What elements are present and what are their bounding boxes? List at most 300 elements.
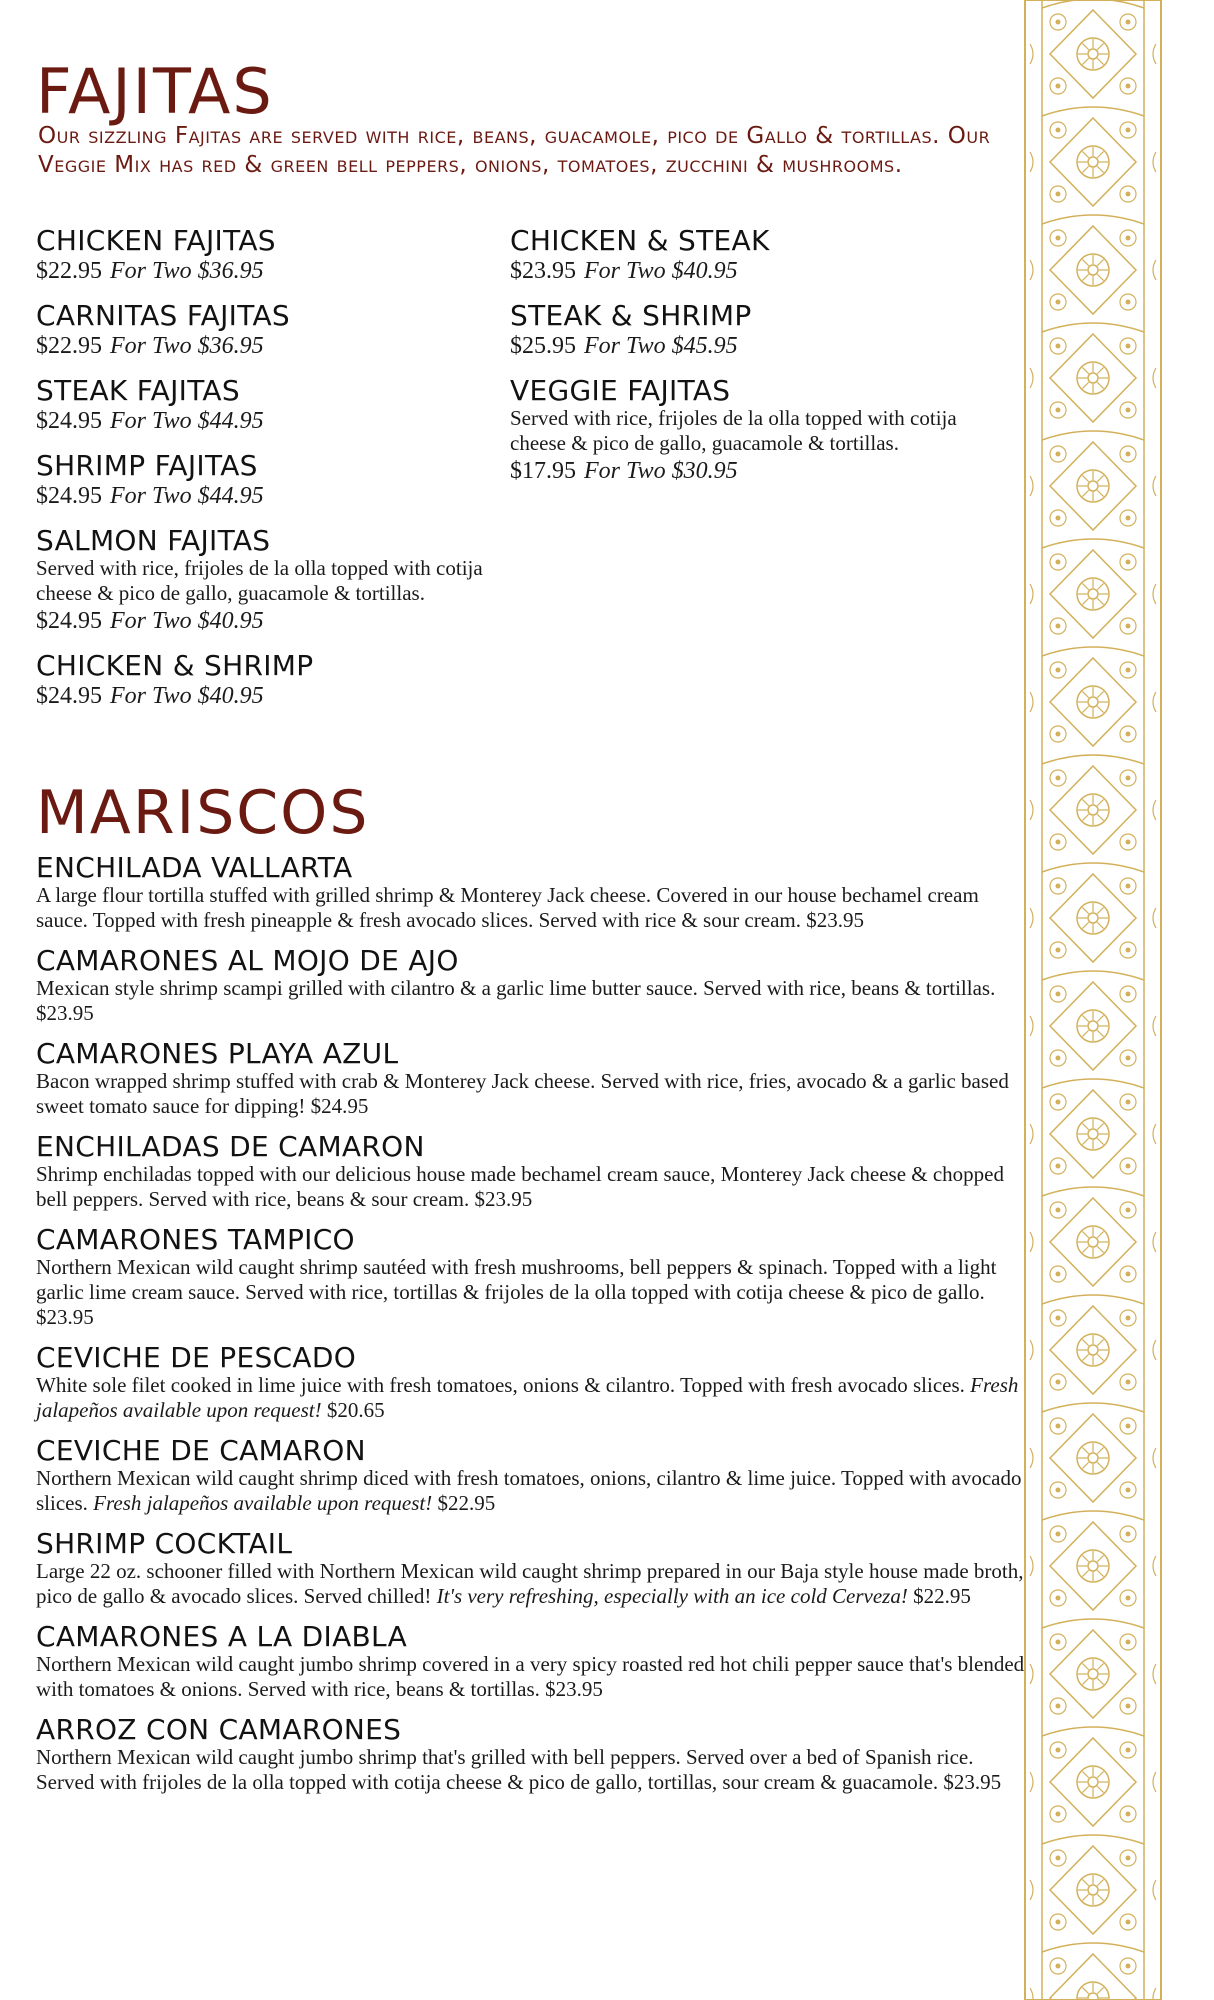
item-name: SALMON FAJITAS	[36, 524, 271, 557]
border-ornament	[1097, 274, 1103, 280]
border-ornament	[1082, 799, 1088, 805]
border-ornament	[1056, 1424, 1061, 1429]
border-ornament	[1056, 1056, 1061, 1061]
border-ornament	[1082, 43, 1088, 49]
border-ornament	[1088, 913, 1098, 923]
for-two-price: For Two $44.95	[110, 408, 264, 434]
item-name: CAMARONES A LA DIABLA	[36, 1620, 408, 1653]
mariscos-item	[36, 1622, 1026, 1702]
border-ornament	[1126, 992, 1131, 997]
item-price: $23.95	[36, 1001, 94, 1025]
border-ornament	[1056, 668, 1061, 673]
border-ornament	[1097, 907, 1103, 913]
border-ornament	[1153, 1340, 1156, 1360]
border-ornament	[1030, 1664, 1033, 1684]
border-ornament	[1056, 732, 1061, 737]
border-ornament	[1050, 766, 1136, 854]
mariscos-item	[36, 853, 1026, 933]
border-ornament	[1126, 1640, 1131, 1645]
border-ornament	[1126, 1964, 1131, 1969]
border-ornament	[1082, 58, 1088, 64]
fajita-item	[36, 376, 496, 436]
border-ornament	[1097, 706, 1103, 712]
italic-note: Fresh jalapeños available upon request!	[93, 1491, 433, 1515]
mariscos-item	[36, 1132, 1026, 1212]
border-ornament	[1082, 907, 1088, 913]
border-ornament	[1153, 1664, 1156, 1684]
price-line	[36, 406, 496, 436]
border-ornament	[1030, 908, 1033, 928]
mariscos-item	[36, 1343, 1026, 1423]
border-ornament	[1042, 539, 1144, 548]
border-ornament	[1126, 1208, 1131, 1213]
border-ornament	[1097, 1447, 1103, 1453]
border-ornament	[1030, 1124, 1033, 1144]
border-ornament	[1153, 1556, 1156, 1576]
border-ornament	[1126, 1272, 1131, 1277]
border-ornament	[1097, 814, 1103, 820]
fajitas-intro: Our sizzling Fajitas are served with rice, beans, guacamole, pico de Gallo & tortillas. Our Veggie Mix has red & green bell peppers, onions, tomatoes, zucchini & mushrooms.	[38, 123, 991, 178]
border-ornament	[1088, 49, 1098, 59]
border-ornament	[1030, 44, 1033, 64]
border-ornament	[1056, 624, 1061, 629]
border-ornament	[1153, 1988, 1156, 2000]
border-ornament	[1056, 884, 1061, 889]
border-ornament	[1126, 1316, 1131, 1321]
item-name: ENCHILADA VALLARTA	[36, 851, 353, 884]
fajitas-right-column	[510, 226, 970, 501]
item-price: $24.95	[36, 608, 102, 634]
border-ornament	[1082, 1123, 1088, 1129]
border-ornament	[1056, 1920, 1061, 1925]
border-ornament	[1042, 1619, 1144, 1628]
border-ornament	[1153, 152, 1156, 172]
border-ornament	[1153, 1232, 1156, 1252]
border-ornament	[1082, 1570, 1088, 1576]
border-ornament	[1097, 1786, 1103, 1792]
border-ornament	[1030, 1772, 1033, 1792]
border-ornament	[1050, 1630, 1136, 1718]
item-description	[36, 1745, 1026, 1795]
border-ornament	[1056, 1856, 1061, 1861]
for-two-price: For Two $40.95	[110, 608, 264, 634]
border-ornament	[1050, 1522, 1136, 1610]
border-ornament	[1097, 166, 1103, 172]
mariscos-item	[36, 1436, 1026, 1516]
border-ornament	[1082, 1246, 1088, 1252]
border-ornament	[1056, 1812, 1061, 1817]
border-ornament	[1126, 884, 1131, 889]
border-ornament	[1097, 691, 1103, 697]
border-ornament	[1126, 1596, 1131, 1601]
description-text: Northern Mexican wild caught jumbo shrimp that's grilled with bell peppers. Served over a bed of Spanish rice. Served with frijoles de la olla topped with cotija cheese & pico de gallo, tortillas, sour cream & guacamole.	[36, 1745, 974, 1794]
border-ornament	[1126, 1100, 1131, 1105]
border-ornament	[1056, 560, 1061, 565]
border-ornament	[1056, 452, 1061, 457]
border-ornament	[1030, 1880, 1033, 1900]
border-ornament	[1126, 776, 1131, 781]
border-ornament	[1056, 344, 1061, 349]
border-ornament	[1030, 692, 1033, 712]
item-price: $23.95	[943, 1770, 1002, 1794]
border-ornament	[1056, 1164, 1061, 1169]
border-ornament	[1082, 1879, 1088, 1885]
border-ornament	[1088, 697, 1098, 707]
border-ornament	[1030, 152, 1033, 172]
border-ornament	[1030, 1016, 1033, 1036]
border-ornament	[1050, 442, 1136, 530]
border-ornament	[1056, 1532, 1061, 1537]
border-ornament	[1082, 583, 1088, 589]
item-price: $22.95	[913, 1584, 971, 1608]
fajita-item	[510, 376, 970, 486]
border-ornament	[1030, 584, 1033, 604]
border-ornament	[1097, 1030, 1103, 1036]
fajita-item	[510, 301, 970, 361]
border-ornament	[1082, 1447, 1088, 1453]
border-ornament	[1056, 20, 1061, 25]
item-name: CEVICHE DE CAMARON	[36, 1434, 366, 1467]
border-ornament	[1126, 1488, 1131, 1493]
border-ornament	[1042, 1835, 1144, 1844]
border-ornament	[1050, 1738, 1136, 1826]
border-ornament	[1082, 166, 1088, 172]
border-ornament	[1056, 1596, 1061, 1601]
for-two-price: For Two $36.95	[110, 333, 264, 359]
italic-note: It's very refreshing, especially with an ice cold Cerveza!	[436, 1584, 908, 1608]
border-ornament	[1097, 490, 1103, 496]
border-ornament	[1082, 1786, 1088, 1792]
border-ornament	[1126, 452, 1131, 457]
item-price: $20.65	[326, 1398, 385, 1422]
border-ornament	[1030, 1232, 1033, 1252]
item-price: $24.95	[36, 683, 102, 709]
border-ornament	[1056, 1380, 1061, 1385]
border-ornament	[1082, 691, 1088, 697]
border-ornament	[1088, 1885, 1098, 1895]
border-ornament	[1042, 107, 1144, 116]
border-ornament	[1088, 373, 1098, 383]
border-ornament	[1097, 43, 1103, 49]
border-ornament	[1056, 1272, 1061, 1277]
border-ornament	[1082, 1771, 1088, 1777]
description-text: A large flour tortilla stuffed with grilled shrimp & Monterey Jack cheese. Covered in our house bechamel cream sauce. Topped with fresh pineapple & fresh avocado slices. Served with rice & sour cream.	[36, 883, 979, 932]
for-two-price: For Two $30.95	[584, 458, 738, 484]
item-name: VEGGIE FAJITAS	[510, 374, 731, 407]
item-price: $23.95	[806, 908, 864, 932]
border-ornament	[1088, 589, 1098, 599]
border-ornament	[1082, 1354, 1088, 1360]
border-ornament	[1097, 259, 1103, 265]
item-description	[36, 1652, 1026, 1702]
border-ornament	[1082, 1678, 1088, 1684]
price-line	[510, 456, 970, 486]
item-name: CAMARONES PLAYA AZUL	[36, 1037, 399, 1070]
item-description	[36, 1069, 1026, 1119]
border-ornament	[1056, 840, 1061, 845]
border-ornament	[1153, 692, 1156, 712]
border-ornament	[1153, 1880, 1156, 1900]
item-name: CARNITAS FAJITAS	[36, 299, 290, 332]
border-ornament	[1050, 1090, 1136, 1178]
item-description	[36, 1559, 1026, 1609]
item-name: CHICKEN & STEAK	[510, 224, 770, 257]
border-ornament	[1050, 1414, 1136, 1502]
border-ornament	[1042, 755, 1144, 764]
item-name: STEAK & SHRIMP	[510, 299, 752, 332]
border-ornament	[1088, 1021, 1098, 1031]
item-price: $23.95	[510, 258, 576, 284]
border-ornament	[1097, 475, 1103, 481]
border-ornament	[1030, 368, 1033, 388]
border-ornament	[1097, 1231, 1103, 1237]
border-ornament	[1082, 1894, 1088, 1900]
italic-note: Fresh jalapeños available upon request!	[36, 1373, 1019, 1422]
price-line	[36, 256, 496, 286]
border-ornament	[1082, 1015, 1088, 1021]
item-description	[36, 1162, 1026, 1212]
border-ornament	[1097, 151, 1103, 157]
border-ornament	[1126, 516, 1131, 521]
price-line	[36, 681, 496, 711]
item-price: $22.95	[36, 333, 102, 359]
border-ornament	[1088, 157, 1098, 167]
border-ornament	[1088, 1345, 1098, 1355]
border-ornament	[1056, 1748, 1061, 1753]
border-ornament	[1042, 215, 1144, 224]
border-ornament	[1126, 668, 1131, 673]
item-description	[36, 976, 1026, 1026]
item-price: $23.95	[36, 1305, 94, 1329]
item-name: SHRIMP FAJITAS	[36, 449, 258, 482]
item-name: CEVICHE DE PESCADO	[36, 1341, 357, 1374]
border-ornament	[1050, 982, 1136, 1070]
border-ornament	[1097, 598, 1103, 604]
border-ornament	[1042, 323, 1144, 332]
border-ornament	[1097, 799, 1103, 805]
border-ornament	[1126, 20, 1131, 25]
border-ornament	[1097, 583, 1103, 589]
border-ornament	[1042, 1403, 1144, 1412]
item-name: STEAK FAJITAS	[36, 374, 240, 407]
border-ornament	[1126, 1380, 1131, 1385]
mariscos-list	[36, 853, 1026, 1808]
border-ornament	[1097, 1663, 1103, 1669]
border-ornament	[1042, 1511, 1144, 1520]
border-ornament	[1097, 1987, 1103, 1993]
border-ornament	[1097, 1555, 1103, 1561]
border-ornament	[1126, 300, 1131, 305]
fajita-item	[36, 526, 496, 636]
border-ornament	[1056, 236, 1061, 241]
item-price: $24.95	[36, 408, 102, 434]
description-text: Northern Mexican wild caught shrimp diced with fresh tomatoes, onions, cilantro & lime juice. Topped with avocado slices.	[36, 1466, 1022, 1515]
border-ornament	[1153, 260, 1156, 280]
fajita-item	[36, 451, 496, 511]
border-ornament	[1056, 776, 1061, 781]
border-ornament	[1082, 598, 1088, 604]
border-ornament	[1097, 1339, 1103, 1345]
item-price: $24.95	[36, 483, 102, 509]
border-ornament	[1030, 800, 1033, 820]
border-ornament	[1153, 908, 1156, 928]
mariscos-item	[36, 1529, 1026, 1609]
border-ornament	[1030, 1448, 1033, 1468]
fajita-item	[510, 226, 970, 286]
border-ornament	[1050, 874, 1136, 962]
border-ornament	[1097, 1015, 1103, 1021]
border-ornament	[1153, 44, 1156, 64]
border-ornament	[1097, 58, 1103, 64]
mariscos-item	[36, 1225, 1026, 1330]
description-text: Northern Mexican wild caught jumbo shrimp covered in a very spicy roasted red hot chili pepper sauce that's blended with tomatoes & onions. Served with rice, beans & tortillas.	[36, 1652, 1025, 1701]
item-price: $17.95	[510, 458, 576, 484]
border-ornament	[1056, 1488, 1061, 1493]
ornate-gold-border-icon	[1024, 0, 1162, 2000]
border-ornament	[1050, 1306, 1136, 1394]
border-ornament	[1050, 10, 1136, 98]
price-line	[510, 331, 970, 361]
border-ornament	[1088, 1237, 1098, 1247]
border-ornament	[1056, 408, 1061, 413]
fajita-item	[36, 301, 496, 361]
border-ornament	[1030, 260, 1033, 280]
price-line	[36, 481, 496, 511]
border-ornament	[1030, 1340, 1033, 1360]
border-ornament	[1042, 1187, 1144, 1196]
border-ornament	[1082, 1339, 1088, 1345]
border-ornament	[1126, 344, 1131, 349]
border-ornament	[1088, 805, 1098, 815]
border-ornament	[1082, 274, 1088, 280]
border-ornament	[1042, 863, 1144, 872]
item-name: CAMARONES TAMPICO	[36, 1223, 355, 1256]
border-ornament	[1030, 476, 1033, 496]
border-ornament	[1056, 992, 1061, 997]
border-ornament	[1126, 236, 1131, 241]
border-ornament	[1097, 1678, 1103, 1684]
border-ornament	[1126, 1856, 1131, 1861]
item-price: $25.95	[510, 333, 576, 359]
border-ornament	[1056, 1964, 1061, 1969]
border-ornament	[1030, 1988, 1033, 2000]
fajita-item	[36, 226, 496, 286]
border-ornament	[1153, 1124, 1156, 1144]
description-text: Shrimp enchiladas topped with our delicious house made bechamel cream sauce, Monterey Jack cheese & chopped bell peppers. Served with rice, beans & sour cream.	[36, 1162, 1004, 1211]
mariscos-item	[36, 1715, 1026, 1795]
border-ornament	[1126, 948, 1131, 953]
border-ornament	[1126, 84, 1131, 89]
border-ornament	[1082, 475, 1088, 481]
border-ornament	[1050, 550, 1136, 638]
border-ornament	[1153, 1772, 1156, 1792]
item-name: CHICKEN & SHRIMP	[36, 649, 314, 682]
border-ornament	[1126, 1164, 1131, 1169]
price-line	[36, 331, 496, 361]
description-text: White sole filet cooked in lime juice with fresh tomatoes, onions & cilantro. Topped with fresh avocado slices.	[36, 1373, 965, 1397]
border-ornament	[1097, 1771, 1103, 1777]
border-ornament	[1126, 560, 1131, 565]
border-ornament	[1056, 84, 1061, 89]
mariscos-title: MARISCOS	[36, 778, 370, 848]
border-ornament	[1088, 265, 1098, 275]
border-ornament	[1082, 1138, 1088, 1144]
border-ornament	[1050, 334, 1136, 422]
border-ornament	[1056, 1640, 1061, 1645]
border-ornament	[1153, 476, 1156, 496]
border-ornament	[1056, 300, 1061, 305]
border-ornament	[1082, 922, 1088, 928]
border-ornament	[1042, 647, 1144, 656]
border-ornament	[1025, 0, 1161, 2000]
description-text: Northern Mexican wild caught shrimp sautéed with fresh mushrooms, bell peppers & spinach. Topped with a light garlic lime cream sauce. Served with rice, tortillas & frijoles de la olla topped with cotija cheese & pico de gallo.	[36, 1255, 997, 1304]
item-description: Served with rice, frijoles de la olla topped with cotija cheese & pico de gallo, guacamole & tortillas.	[510, 406, 957, 455]
border-ornament	[1097, 1462, 1103, 1468]
border-ornament	[1050, 1846, 1136, 1934]
for-two-price: For Two $40.95	[584, 258, 738, 284]
border-ornament	[1097, 367, 1103, 373]
border-ornament	[1097, 1354, 1103, 1360]
border-ornament	[1050, 226, 1136, 314]
border-ornament	[1153, 1448, 1156, 1468]
border-ornament	[1088, 1669, 1098, 1679]
fajitas-title: FAJITAS	[36, 55, 274, 128]
border-ornament	[1056, 948, 1061, 953]
border-ornament	[1050, 1198, 1136, 1286]
border-ornament	[1097, 922, 1103, 928]
border-ornament	[1042, 1727, 1144, 1736]
price-line	[36, 606, 496, 636]
border-ornament	[1126, 408, 1131, 413]
border-ornament	[1126, 128, 1131, 133]
border-ornament	[1042, 1943, 1144, 1952]
border-ornament	[1126, 1424, 1131, 1429]
border-ornament	[1126, 624, 1131, 629]
fajitas-left-column	[36, 226, 496, 726]
border-ornament	[1153, 584, 1156, 604]
border-ornament	[1126, 840, 1131, 845]
item-name: CHICKEN FAJITAS	[36, 224, 276, 257]
border-ornament	[1097, 1879, 1103, 1885]
border-ornament	[1153, 1016, 1156, 1036]
border-ornament	[1030, 1556, 1033, 1576]
border-ornament	[1082, 1663, 1088, 1669]
border-ornament	[1082, 1555, 1088, 1561]
item-description	[36, 883, 1026, 933]
border-ornament	[1088, 1129, 1098, 1139]
item-price: $23.95	[474, 1187, 533, 1211]
border-ornament	[1082, 382, 1088, 388]
for-two-price: For Two $36.95	[110, 258, 264, 284]
border-ornament	[1088, 1993, 1098, 2000]
border-ornament	[1082, 814, 1088, 820]
border-ornament	[1126, 732, 1131, 737]
border-ornament	[1082, 151, 1088, 157]
price-line	[510, 256, 970, 286]
border-ornament	[1082, 1030, 1088, 1036]
description-text: Bacon wrapped shrimp stuffed with crab & Monterey Jack cheese. Served with rice, fries, avocado & a garlic based sweet tomato sauce for dipping!	[36, 1069, 1009, 1118]
mariscos-item	[36, 946, 1026, 1026]
border-ornament	[1097, 1123, 1103, 1129]
border-ornament	[1042, 1295, 1144, 1304]
border-ornament	[1056, 1316, 1061, 1321]
item-name: ENCHILADAS DE CAMARON	[36, 1130, 425, 1163]
border-ornament	[1050, 118, 1136, 206]
border-ornament	[1042, 431, 1144, 440]
item-price: $22.95	[36, 258, 102, 284]
border-ornament	[1153, 368, 1156, 388]
description-text: Large 22 oz. schooner filled with Northern Mexican wild caught shrimp prepared in our Baja style house made broth, pico de gallo & avocado slices. Served chilled!	[36, 1559, 1024, 1608]
